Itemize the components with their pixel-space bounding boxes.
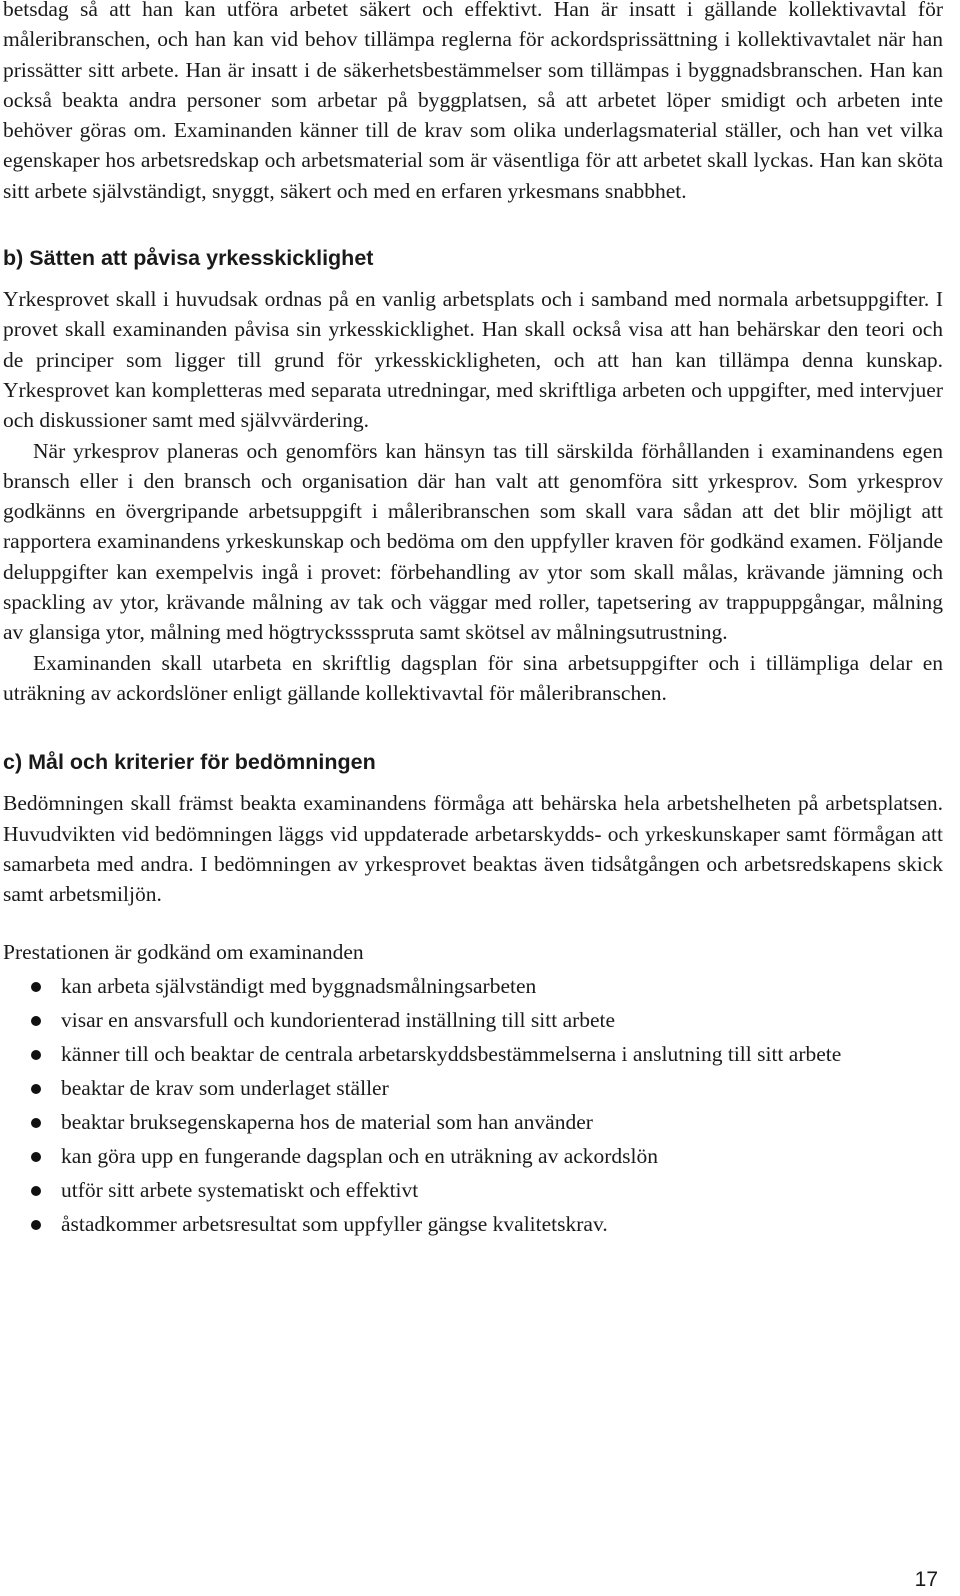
criterion-text: beaktar de krav som underlaget ställer xyxy=(61,1076,389,1100)
criteria-list xyxy=(3,971,943,1240)
list-item xyxy=(3,1175,943,1206)
section-c-paragraph: Bedömningen skall främst beakta examinandens förmåga att behärska hela arbetshelheten på arbetsplatsen. Huvudvikten vid bedömningen läggs vid uppdaterade arbetarskydds- och yrkeskunskaper samt förmågan att samarbeta med andra. I bedömningen av yrkesprovet beaktas även tidsåtgången och arbetsredskapens skick samt arbetsmiljön. xyxy=(3,791,943,907)
list-item xyxy=(3,1107,943,1138)
bullet-icon xyxy=(31,1050,41,1060)
bullet-icon xyxy=(31,1186,41,1196)
bullet-icon xyxy=(31,1220,41,1230)
list-item xyxy=(3,1209,943,1240)
intro-paragraph: betsdag så att han kan utföra arbetet säkert och effektivt. Han är insatt i gällande kollektivavtal för måleribranschen, och han kan vid behov tillämpa reglerna för ackordsprissättning i kollektivavtalet när han prissätter sitt arbete. Han är insatt i de säkerhetsbestämmelser som tillämpas i byggnadsbranschen. Han kan också beakta andra personer som arbetar på byggplatsen, så att arbetet löper smidigt och arbeten inte behöver göras om. Examinanden känner till de krav som olika underlagsmaterial ställer, och han vet vilka egenskaper hos arbetsredskap och arbetsmaterial som är väsentliga för att arbetet skall lyckas. Han kan sköta sitt arbete självständigt, snyggt, säkert och med en erfaren yrkesmans snabbhet. xyxy=(3,0,943,203)
criteria-lead: Prestationen är godkänd om examinanden xyxy=(3,940,364,965)
criterion-text: känner till och beaktar de centrala arbetarskyddsbestämmelserna i anslutning till sitt arbete xyxy=(61,1041,842,1066)
section-b-paragraph-1: Yrkesprovet skall i huvudsak ordnas på en vanlig arbetsplats och i samband med normala arbetsuppgifter. I provet skall examinanden påvisa sin yrkesskicklighet. Han skall också visa att han behärskar den teori och de principer som ligger till grund för yrkesskickligheten, och att han kan tillämpa denna kunskap. Yrkesprovet kan kompletteras med separata utredningar, med skriftliga arbeten och uppgifter, med intervjuer och diskussioner samt med självvärdering. xyxy=(3,287,943,433)
criterion-text: åstadkommer arbetsresultat som uppfyller gängse kvalitetskrav. xyxy=(61,1212,608,1237)
bullet-icon xyxy=(31,1084,41,1094)
criterion-text: utför sitt arbete systematiskt och effektivt xyxy=(61,1178,419,1203)
section-c-heading: c) Mål och kriterier för bedömningen xyxy=(3,750,376,775)
list-item xyxy=(3,971,943,1002)
bullet-icon xyxy=(31,1152,41,1162)
bullet-icon xyxy=(31,1016,41,1026)
list-item xyxy=(3,1005,943,1036)
criterion-text: kan arbeta självständigt med byggnadsmålningsarbeten xyxy=(61,973,537,998)
bullet-icon xyxy=(31,1118,41,1128)
criterion-text: beaktar bruksegenskaperna hos de material som han använder xyxy=(61,1110,593,1135)
document-page xyxy=(3,0,943,1243)
section-b-heading: b) Sätten att påvisa yrkesskicklighet xyxy=(3,246,374,271)
bullet-icon xyxy=(31,982,41,992)
list-item xyxy=(3,1141,943,1172)
section-b-paragraph-3: Examinanden skall utarbeta en skriftlig dagsplan för sina arbetsuppgifter och i tillämpliga delar en uträkning av ackordslöner enligt gällande kollektivavtal för måleribranschen. xyxy=(3,650,943,705)
list-item xyxy=(3,1039,943,1070)
criterion-text: kan göra upp en fungerande dagsplan och en uträkning av ackordslön xyxy=(61,1144,659,1169)
list-item xyxy=(3,1073,943,1104)
section-b-paragraph-2: När yrkesprov planeras och genomförs kan hänsyn tas till särskilda förhållanden i examinandens egen bransch eller i den bransch och organisation där han valt att genomföra sitt yrkesprov. Som yrkesprov godkänns en övergripande arbetsuppgift i måleribranschen som skall vara sådan att det blir möjligt att rapportera examinandens yrkeskunskap och bedöma om den uppfyller kraven för godkänd examen. Följande deluppgifter kan exempelvis ingå i provet: förbehandling av ytor som skall målas, krävande jämning och spackling av ytor, krävande målning av tak och väggar med roller, tapetsering av trappuppgångar, målning av glansiga ytor, målning med högtryckssspruta samt skötsel av målningsutrustning. xyxy=(3,438,943,645)
page-number: 17 xyxy=(914,1568,938,1591)
criterion-text: visar en ansvarsfull och kundorienterad inställning till sitt arbete xyxy=(61,1007,616,1032)
